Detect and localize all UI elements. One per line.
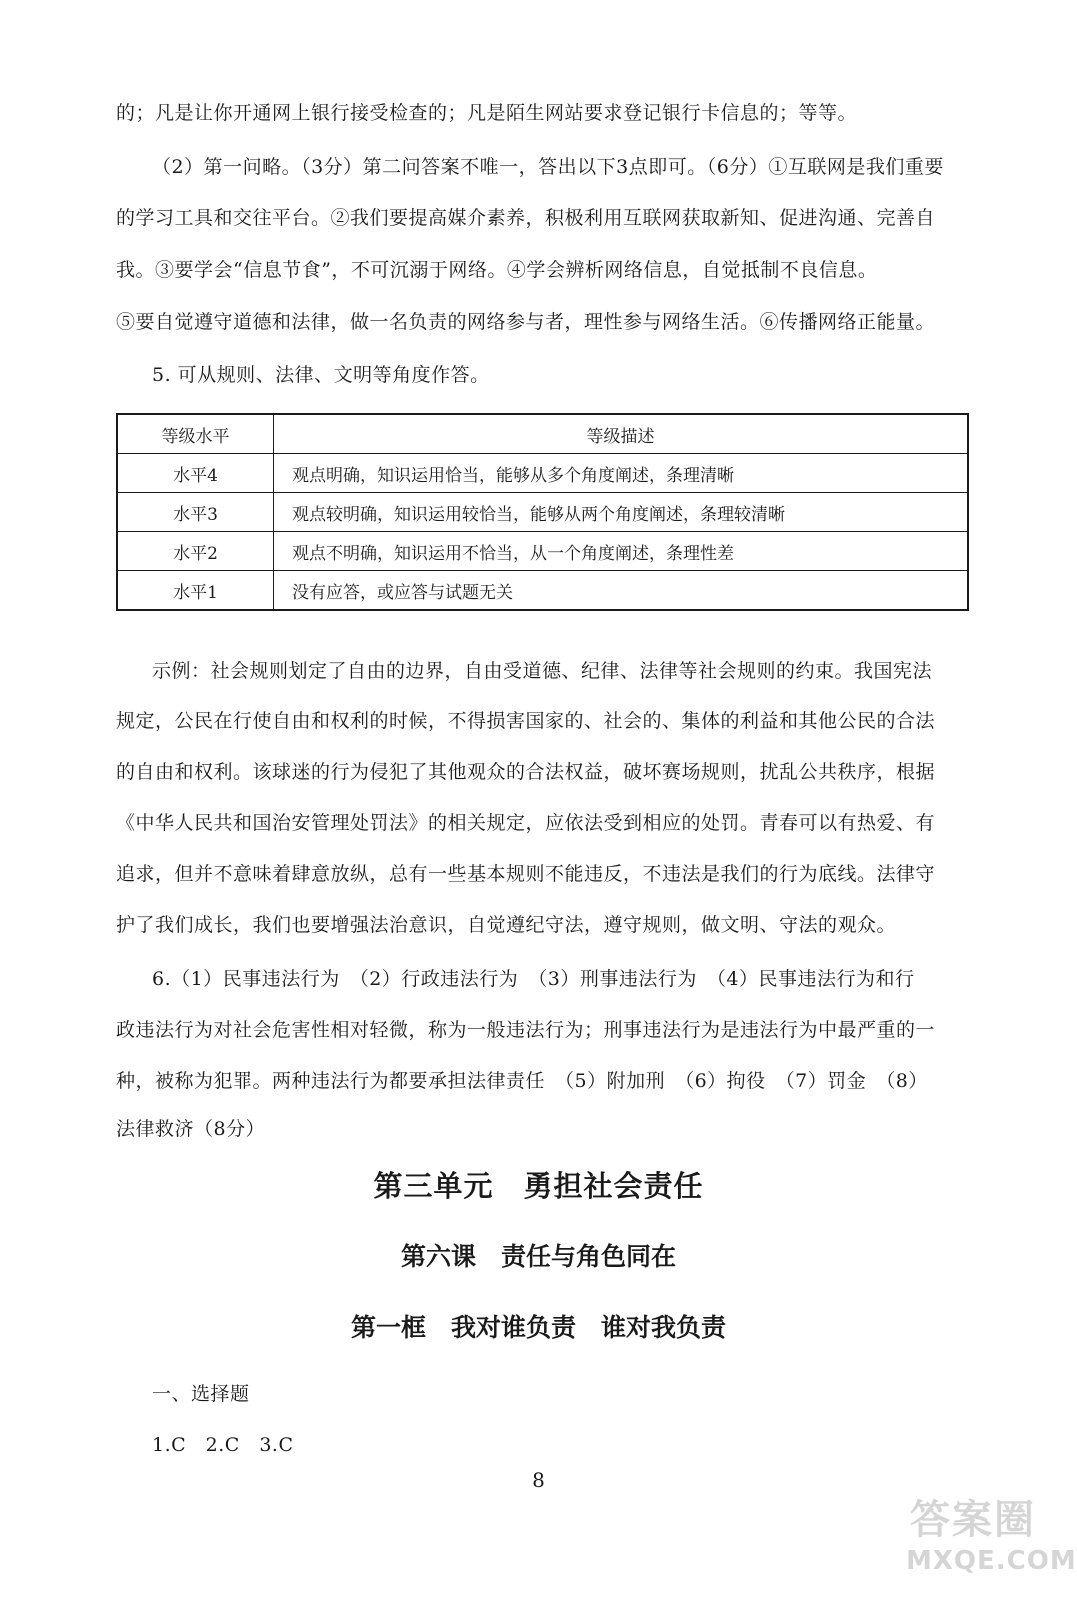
- table-row: [117, 532, 968, 571]
- table-row: [117, 493, 968, 532]
- exercise-title: 一、选择题: [152, 1383, 250, 1405]
- grading-table: [116, 413, 969, 611]
- paragraph-line: 的学习工具和交往平台。②我们要提高媒介素养，积极利用互联网获取新知、促进沟通、完善自: [116, 207, 936, 229]
- table-header-row: [117, 414, 968, 454]
- paragraph-line: 追求，但并不意味着肆意放纵，总有一些基本规则不能违反，不违法是我们的行为底线。法律守: [116, 863, 936, 885]
- paragraph-line: 法律救济（8分）: [116, 1118, 266, 1140]
- paragraph-line: 6.（1）民事违法行为 （2）行政违法行为 （3）刑事违法行为 （4）民事违法行为和行: [152, 968, 915, 990]
- watermark-title: 答案圈: [910, 1497, 1036, 1543]
- watermark-subtitle: MXQE.COM: [906, 1546, 1077, 1576]
- page-number: 8: [532, 1468, 545, 1492]
- section-heading: 第一框 我对谁负责 谁对我负责: [350, 1313, 726, 1342]
- table-row: [117, 571, 968, 611]
- lesson-heading: 第六课 责任与角色同在: [400, 1242, 676, 1271]
- table-header-cell: 等级水平: [117, 414, 274, 454]
- table-cell-description: 观点明确，知识运用恰当，能够从多个角度阐述，条理清晰: [274, 454, 969, 493]
- table-cell-level: 水平2: [117, 532, 274, 571]
- table-cell-description: 观点不明确，知识运用不恰当，从一个角度阐述，条理性差: [274, 532, 969, 571]
- paragraph-line: 我。③要学会“信息节食”，不可沉溺于网络。④学会辨析网络信息，自觉抵制不良信息。: [116, 259, 878, 281]
- paragraph-line: 示例：社会规则划定了自由的边界，自由受道德、纪律、法律等社会规则的约束。我国宪法: [152, 660, 933, 682]
- table-cell-description: 观点较明确，知识运用较恰当，能够从两个角度阐述，条理较清晰: [274, 493, 969, 532]
- paragraph-line: ⑤要自觉遵守道德和法律，做一名负责的网络参与者，理性参与网络生活。⑥传播网络正能量。: [116, 311, 936, 333]
- paragraph-line: 护了我们成长，我们也要增强法治意识，自觉遵纪守法，遵守规则，做文明、守法的观众。: [116, 914, 897, 936]
- exercise-answers: 1.C 2.C 3.C: [152, 1434, 294, 1456]
- paragraph-line: （2）第一问略。（3分）第二问答案不唯一，答出以下3点即可。（6分）①互联网是我们重要: [152, 156, 944, 178]
- paragraph-line: 政违法行为对社会危害性相对轻微，称为一般违法行为；刑事违法行为是违法行为中最严重的一: [116, 1019, 936, 1041]
- paragraph-line: 《中华人民共和国治安管理处罚法》的相关规定，应依法受到相应的处罚。青春可以有热爱、有: [116, 812, 936, 834]
- table-cell-description: 没有应答，或应答与试题无关: [274, 571, 969, 611]
- watermark-logo: [900, 1488, 1077, 1588]
- paragraph-line: 规定，公民在行使自由和权利的时候，不得损害国家的、社会的、集体的利益和其他公民的合法: [116, 710, 936, 732]
- table-header-cell: 等级描述: [274, 414, 969, 454]
- paragraph-line: 的自由和权利。该球迷的行为侵犯了其他观众的合法权益，破坏赛场规则，扰乱公共秩序，根据: [116, 761, 936, 783]
- unit-heading: 第三单元 勇担社会责任: [373, 1169, 704, 1203]
- question-5-text: 5. 可从规则、法律、文明等角度作答。: [152, 364, 490, 386]
- table-row: [117, 454, 968, 493]
- paragraph-line: 的；凡是让你开通网上银行接受检查的；凡是陌生网站要求登记银行卡信息的；等等。: [116, 102, 858, 124]
- paragraph-line: 种，被称为犯罪。两种违法行为都要承担法律责任 （5）附加刑 （6）拘役 （7）罚金 （8）: [116, 1070, 928, 1092]
- table-cell-level: 水平4: [117, 454, 274, 493]
- table-cell-level: 水平1: [117, 571, 274, 611]
- table-cell-level: 水平3: [117, 493, 274, 532]
